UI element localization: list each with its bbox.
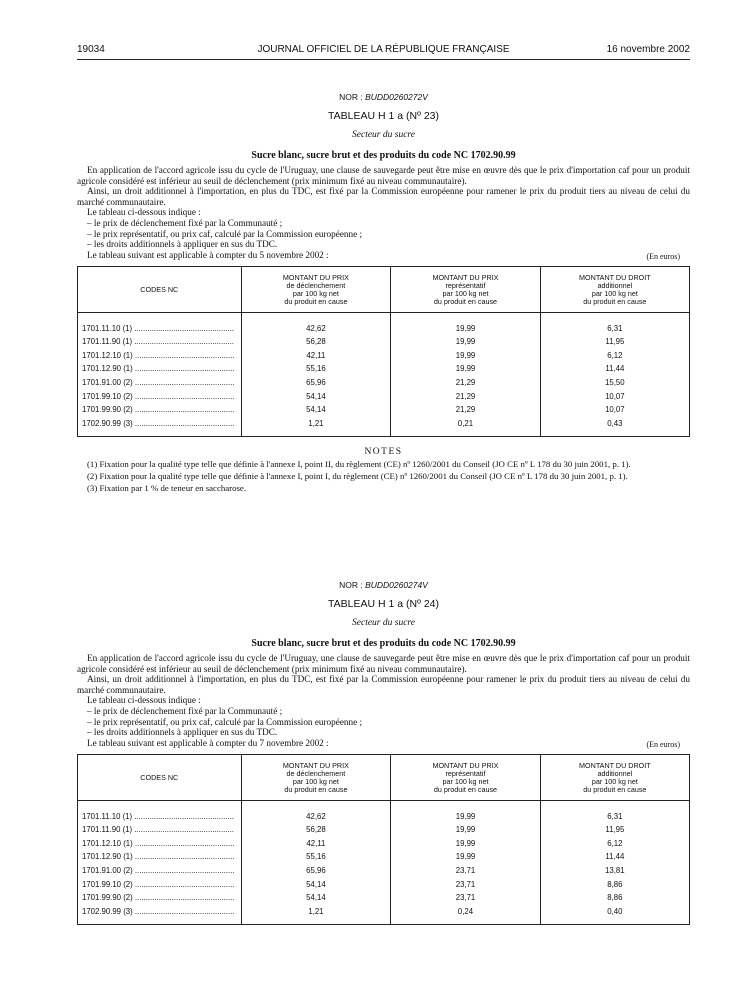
code-cell: 1701.12.10 (1) .............................................. [78, 837, 242, 851]
representative-price-cell: 19,99 [391, 837, 540, 851]
representative-price-cell: 19,99 [391, 321, 540, 335]
intro-line: Le tableau ci-dessous indique : [87, 207, 201, 218]
table-row [78, 417, 690, 431]
trigger-price-cell: 54,14 [241, 389, 391, 403]
nor-line [77, 580, 690, 590]
trigger-price-cell: 54,14 [241, 877, 391, 891]
table-row [78, 389, 690, 403]
duty-cell: 0,43 [540, 417, 689, 431]
code-cell: 1701.12.10 (1) .............................................. [78, 349, 242, 363]
trigger-price-cell: 54,14 [241, 891, 391, 905]
page-number: 19034 [77, 44, 105, 55]
price-table [77, 754, 690, 925]
duty-cell: 6,31 [540, 809, 689, 823]
representative-price-cell: 19,99 [391, 809, 540, 823]
trigger-price-cell: 56,28 [241, 335, 391, 349]
table-row [78, 321, 690, 335]
table-row [78, 905, 690, 919]
nor-code: BUDD0260272V [365, 92, 428, 102]
representative-price-cell: 19,99 [391, 362, 540, 376]
intro-paragraph-1: En application de l'accord agricole issu du cycle de l'Uruguay, une clause de sauvegarde peut être mise en œuvre dès que le prix d'importation caf pour un produit agricole considéré est inférieur au seuil de déclenchement (prix minimum fixé au niveau communautaire). [77, 653, 690, 674]
representative-price-cell: 23,71 [391, 864, 540, 878]
table-title: TABLEAU H 1 a (Nº 24) [327, 598, 439, 610]
applicable-line [77, 250, 690, 261]
duty-cell: 0,40 [540, 905, 689, 919]
table-row [78, 877, 690, 891]
bullet-1: – le prix de déclenchement fixé par la Communauté ; [87, 705, 283, 716]
currency-note: (En euros) [646, 739, 680, 749]
journal-title: JOURNAL OFFICIEL DE LA RÉPUBLIQUE FRANÇAISE [257, 44, 510, 55]
trigger-price-cell: 55,16 [241, 850, 391, 864]
representative-price-cell: 21,29 [391, 376, 540, 390]
representative-price-cell: 21,29 [391, 389, 540, 403]
col-header-codes: CODES NC [78, 755, 242, 801]
section-title: Sucre blanc, sucre brut et des produits du code NC 1702.90.99 [251, 638, 516, 649]
col-header-additional-duty: MONTANT DU DROIT additionnel par 100 kg net du produit en cause [540, 755, 689, 801]
bullet-2: – le prix représentatif, ou prix caf, calculé par la Commission européenne ; [87, 716, 363, 727]
trigger-price-cell: 65,96 [241, 376, 391, 390]
col-header-representative-price: MONTANT DU PRIX représentatif par 100 kg net du produit en cause [391, 755, 540, 801]
notes-heading: NOTES [364, 447, 403, 458]
duty-cell: 11,44 [540, 362, 689, 376]
nor-code: BUDD0260274V [365, 580, 428, 590]
table-row [78, 837, 690, 851]
duty-cell: 10,07 [540, 389, 689, 403]
col-header-codes: CODES NC [78, 267, 242, 313]
nor-line [77, 92, 690, 102]
trigger-price-cell: 42,11 [241, 837, 391, 851]
col-header-trigger-price: MONTANT DU PRIX de déclenchement par 100 kg net du produit en cause [241, 755, 391, 801]
intro-line: Le tableau ci-dessous indique : [87, 695, 201, 706]
code-cell: 1701.99.10 (2) .............................................. [78, 389, 242, 403]
bullet-2: – le prix représentatif, ou prix caf, calculé par la Commission européenne ; [87, 228, 363, 239]
table-row [78, 823, 690, 837]
page-header [77, 44, 690, 58]
sector-label: Secteur du sucre [352, 618, 415, 628]
price-table [77, 266, 690, 437]
nor-label: NOR : [339, 92, 363, 102]
code-cell: 1701.11.10 (1) .............................................. [78, 321, 242, 335]
representative-price-cell: 19,99 [391, 823, 540, 837]
col-header-representative-price: MONTANT DU PRIX représentatif par 100 kg net du produit en cause [391, 267, 540, 313]
duty-cell: 11,44 [540, 850, 689, 864]
section-title: Sucre blanc, sucre brut et des produits du code NC 1702.90.99 [251, 150, 516, 161]
intro-paragraph-1: En application de l'accord agricole issu du cycle de l'Uruguay, une clause de sauvegarde peut être mise en œuvre dès que le prix d'importation caf pour un produit agricole considéré est inférieur au seuil de déclenchement (prix minimum fixé au niveau communautaire). [77, 165, 690, 186]
code-cell: 1702.90.99 (3) .............................................. [78, 905, 242, 919]
code-cell: 1701.11.10 (1) .............................................. [78, 809, 242, 823]
bullet-3: – les droits additionnels à appliquer en sus du TDC. [87, 239, 278, 250]
code-cell: 1701.11.90 (1) .............................................. [78, 823, 242, 837]
note-1: (1) Fixation pour la qualité type telle que définie à l'annexe I, point II, du règlement (CE) nº 1260/2001 du Conseil (JO CE nº L 178 du 30 juin 2001, p. 1). [87, 459, 631, 470]
table-row [78, 335, 690, 349]
trigger-price-cell: 1,21 [241, 417, 391, 431]
applicable-line [77, 738, 690, 749]
code-cell: 1701.91.00 (2) .............................................. [78, 376, 242, 390]
section-tableau-23 [77, 92, 690, 493]
trigger-price-cell: 65,96 [241, 864, 391, 878]
duty-cell: 11,95 [540, 823, 689, 837]
note-3: (3) Fixation par 1 % de teneur en saccharose. [87, 483, 247, 494]
table-row [78, 891, 690, 905]
trigger-price-cell: 42,62 [241, 809, 391, 823]
representative-price-cell: 23,71 [391, 891, 540, 905]
duty-cell: 10,07 [540, 403, 689, 417]
note-2: (2) Fixation pour la qualité type telle que définie à l'annexe I, point I, du règlement (CE) nº 1260/2001 du Conseil (JO CE nº L 178 du 30 juin 2001, p. 1). [87, 471, 628, 482]
code-cell: 1701.12.90 (1) .............................................. [78, 850, 242, 864]
code-cell: 1702.90.99 (3) .............................................. [78, 417, 242, 431]
table-row [78, 850, 690, 864]
applicable-text: Le tableau suivant est applicable à compter du 5 novembre 2002 : [87, 249, 329, 260]
trigger-price-cell: 1,21 [241, 905, 391, 919]
trigger-price-cell: 42,11 [241, 349, 391, 363]
table-row [78, 362, 690, 376]
intro-paragraph-2: Ainsi, un droit additionnel à l'importation, en plus du TDC, est fixé par la Commission européenne pour ramener le prix du produit tiers au niveau de celui du marché communautaire. [77, 186, 690, 207]
code-cell: 1701.11.90 (1) .............................................. [78, 335, 242, 349]
duty-cell: 6,12 [540, 837, 689, 851]
intro-paragraph-2: Ainsi, un droit additionnel à l'importation, en plus du TDC, est fixé par la Commission européenne pour ramener le prix du produit tiers au niveau de celui du marché communautaire. [77, 674, 690, 695]
trigger-price-cell: 56,28 [241, 823, 391, 837]
col-header-trigger-price: MONTANT DU PRIX de déclenchement par 100 kg net du produit en cause [241, 267, 391, 313]
table-header-row [78, 755, 690, 801]
duty-cell: 6,12 [540, 349, 689, 363]
representative-price-cell: 23,71 [391, 877, 540, 891]
applicable-text: Le tableau suivant est applicable à compter du 7 novembre 2002 : [87, 737, 329, 748]
section-tableau-24 [77, 580, 690, 925]
bullet-1: – le prix de déclenchement fixé par la Communauté ; [87, 217, 283, 228]
issue-date: 16 novembre 2002 [606, 44, 690, 55]
duty-cell: 8,86 [540, 891, 689, 905]
sector-label: Secteur du sucre [352, 130, 415, 140]
table-row [78, 403, 690, 417]
trigger-price-cell: 54,14 [241, 403, 391, 417]
header-rule [77, 59, 690, 60]
duty-cell: 15,50 [540, 376, 689, 390]
table-title: TABLEAU H 1 a (Nº 23) [327, 110, 439, 122]
table-row [78, 864, 690, 878]
table-row [78, 349, 690, 363]
duty-cell: 11,95 [540, 335, 689, 349]
duty-cell: 13,81 [540, 864, 689, 878]
code-cell: 1701.99.90 (2) .............................................. [78, 891, 242, 905]
currency-note: (En euros) [646, 251, 680, 261]
representative-price-cell: 21,29 [391, 403, 540, 417]
representative-price-cell: 19,99 [391, 349, 540, 363]
table-row [78, 809, 690, 823]
bullet-3: – les droits additionnels à appliquer en sus du TDC. [87, 727, 278, 738]
duty-cell: 6,31 [540, 321, 689, 335]
representative-price-cell: 0,21 [391, 417, 540, 431]
code-cell: 1701.99.90 (2) .............................................. [78, 403, 242, 417]
representative-price-cell: 19,99 [391, 335, 540, 349]
nor-label: NOR : [339, 580, 363, 590]
col-header-additional-duty: MONTANT DU DROIT additionnel par 100 kg net du produit en cause [540, 267, 689, 313]
duty-cell: 8,86 [540, 877, 689, 891]
representative-price-cell: 0,24 [391, 905, 540, 919]
representative-price-cell: 19,99 [391, 850, 540, 864]
code-cell: 1701.99.10 (2) .............................................. [78, 877, 242, 891]
table-row [78, 376, 690, 390]
trigger-price-cell: 55,16 [241, 362, 391, 376]
trigger-price-cell: 42,62 [241, 321, 391, 335]
code-cell: 1701.12.90 (1) .............................................. [78, 362, 242, 376]
code-cell: 1701.91.00 (2) .............................................. [78, 864, 242, 878]
table-header-row [78, 267, 690, 313]
